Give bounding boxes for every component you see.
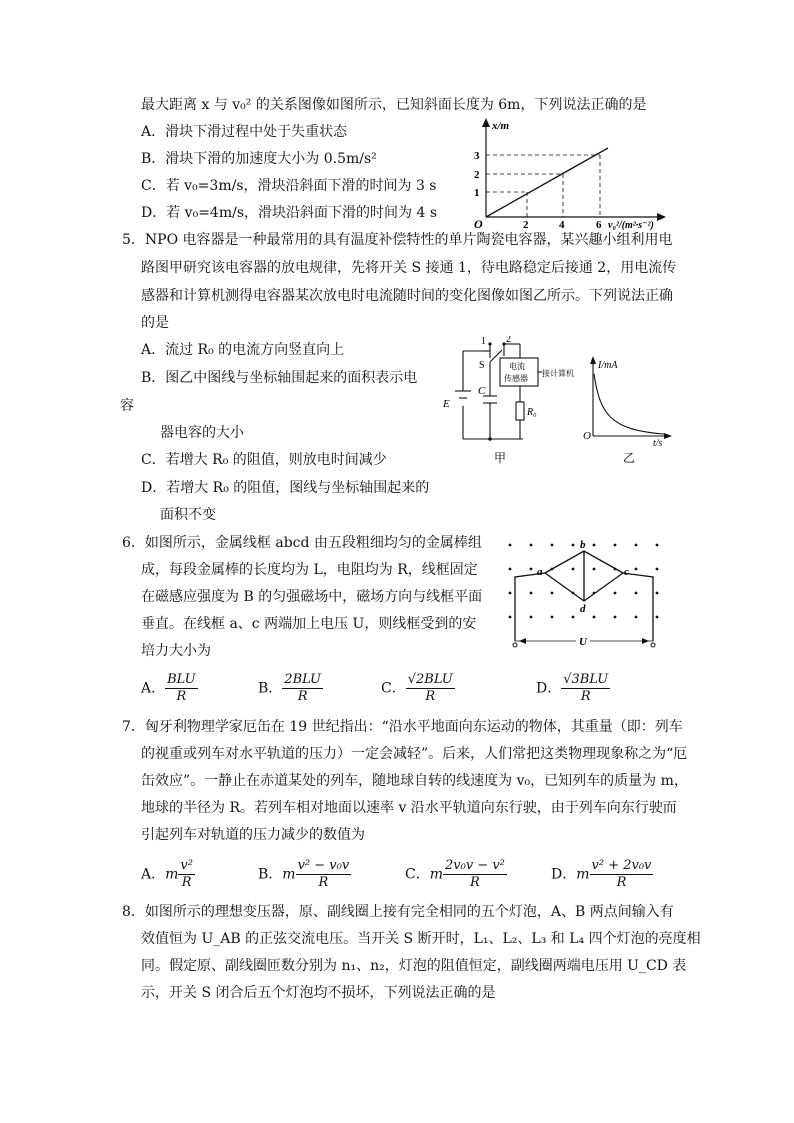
q4-option-c: C．若 v₀=3m/s，滑块沿斜面下滑的时间为 3 s [141, 178, 437, 194]
q5-stem-1: 5．NPO 电容器是一种最常用的具有温度补偿特性的单片陶瓷电容器，某兴趣小组利用电 [122, 232, 673, 248]
q4-xtick: 2 [523, 219, 529, 230]
q5-sensor-label-1: 电流 [509, 362, 525, 371]
q4-graph-ylabel: x/m [492, 120, 510, 132]
q5-switch-pos2: 2 [506, 336, 511, 345]
q7-stem-4: 地球的半径为 R。若列车相对地面以速率 v 沿水平轨道向东行驶，由于列车向东行驶而 [141, 800, 677, 816]
q5-computer-label: 接计算机 [542, 369, 574, 378]
q4-ytick: 2 [474, 169, 480, 181]
q4-xtick: 4 [559, 219, 565, 230]
q5-circuit-caption: 甲 [494, 451, 507, 465]
q5-option-b-cont: 器电容的大小 [160, 425, 244, 441]
q4-intro: 最大距离 x 与 v₀² 的关系图像如图所示，已知斜面长度为 6m，下列说法正确的是 [141, 97, 647, 113]
q4-graph-origin: O [474, 217, 483, 230]
q5-sensor-label-2: 传感器 [504, 374, 528, 383]
q5-capacitor-label: C [478, 385, 486, 397]
q7-stem-1: 7．匈牙利物理学家厄缶在 19 世纪指出：“沿水平地面向东运动的物体，其重量（即：列车 [122, 719, 683, 735]
q5-option-a: A．流过 R₀ 的电流方向竖直向上 [141, 342, 345, 358]
q6-option-c: C． $\frac{\text{√2BLU}}{R}$ [381, 672, 453, 704]
q5-stem-2: 路图甲研究该电容器的放电规律，先将开关 S 接通 1，待电路稳定后接通 2，用电流传 [141, 260, 677, 276]
q6-stem-2: 成，每段金属棒的长度均为 L，电阻均为 R，线框固定 [141, 562, 478, 578]
q5-option-d-cont: 面积不变 [160, 507, 216, 523]
q8-stem-1: 8．如图所示的理想变压器，原、副线圈上接有完全相同的五个灯泡，A、B 两点间输入有 [122, 904, 674, 920]
q5-curve-caption: 乙 [623, 451, 636, 465]
q7-option-d: D．m $\frac{\text{v² + 2v₀v}}{R}$ [551, 858, 652, 890]
q6-option-b: B． $\frac{\text{2BLU}}{R}$ [258, 672, 321, 704]
q4-xtick: 6 [596, 219, 602, 230]
q8-stem-4: 示，开关 S 闭合后五个灯泡均不损坏，下列说法正确的是 [141, 985, 496, 1001]
q7-option-a: A．m $\frac{\text{v²}}{R}$ [141, 858, 193, 890]
q5-stem-4: 的是 [141, 315, 169, 331]
q7-stem-5: 引起列车对轨道的压力减少的数值为 [141, 827, 365, 843]
q4-option-a: A．滑块下滑过程中处于失重状态 [141, 124, 348, 140]
q6-vertex-c: c [624, 566, 629, 578]
q6-option-d: D． $\frac{\text{√3BLU}}{R}$ [536, 672, 609, 704]
q7-stem-2: 的视重或列车对水平轨道的压力）一定会减轻”。后来，人们常把这类物理现象称之为“厄 [141, 746, 688, 762]
q6-wire-frame-figure [500, 535, 675, 655]
q6-stem-1: 6．如图所示，金属线框 abcd 由五段粗细均匀的金属棒组 [122, 535, 482, 551]
q4-graph-xlabel: v₀²/(m²·s⁻²) [608, 220, 654, 230]
q6-stem-3: 在磁感应强度为 B 的匀强磁场中，磁场方向与线框平面 [141, 589, 483, 605]
q5-switch-pos1: 1 [481, 336, 486, 347]
q5-circuit-diagram [438, 336, 688, 471]
q6-vertex-a: a [537, 566, 543, 578]
q5-curve-ylabel: I/mA [598, 360, 618, 371]
q4-xv-graph [470, 115, 670, 230]
q4-option-d: D．若 v₀=4m/s，滑块沿斜面下滑的时间为 4 s [141, 205, 438, 221]
q5-option-b: B．图乙中图线与坐标轴围起来的面积表示电 [141, 370, 418, 386]
q5-curve-xlabel: t/s [653, 438, 663, 449]
q8-stem-2: 效值恒为 U_AB 的正弦交流电压。当开关 S 断开时，L₁、L₂、L₃ 和 L₄ 四个灯泡的亮度相 [141, 931, 701, 947]
q5-curve-origin: O [583, 430, 591, 442]
q4-ytick: 3 [474, 150, 480, 162]
q7-option-b: B．m $\frac{\text{v² − v₀v}}{R}$ [258, 858, 350, 890]
q5-option-c: C．若增大 R₀ 的阻值，则放电时间减少 [141, 452, 387, 468]
q6-vertex-d: d [580, 603, 586, 615]
q5-option-b-wrap: 容 [120, 398, 134, 414]
q6-option-a: A． $\frac{\text{BLU}}{R}$ [141, 672, 196, 704]
q5-option-d: D．若增大 R₀ 的阻值，图线与坐标轴围起来的 [141, 480, 430, 496]
q7-stem-3: 缶效应”。一静止在赤道某处的列车，随地球自转的线速度为 v₀，已知列车的质量为 m， [141, 773, 688, 789]
q8-stem-3: 同。假定原、副线圈匝数分别为 n₁、n₂，灯泡的阻值恒定，副线圈两端电压用 U_CD 表 [141, 958, 687, 974]
q6-stem-5: 培力大小为 [141, 643, 211, 659]
q5-resistor-label: R₀ [527, 407, 537, 418]
q5-stem-3: 感器和计算机测得电容器某次放电时电流随时间的变化图像如图乙所示。下列说法正确 [141, 288, 673, 304]
q6-vertex-b: b [580, 539, 586, 551]
q5-switch-label: S [479, 360, 485, 371]
q5-emf-label: E [443, 398, 450, 410]
q4-option-b: B．滑块下滑的加速度大小为 0.5m/s² [141, 151, 377, 167]
q6-stem-4: 垂直。在线框 a、c 两端加上电压 U，则线框受到的安 [141, 616, 477, 632]
q7-option-c: C．m $\frac{\text{2v₀v − v²}}{R}$ [405, 858, 505, 890]
q6-voltage-label: U [579, 636, 587, 648]
q4-ytick: 1 [474, 187, 480, 199]
